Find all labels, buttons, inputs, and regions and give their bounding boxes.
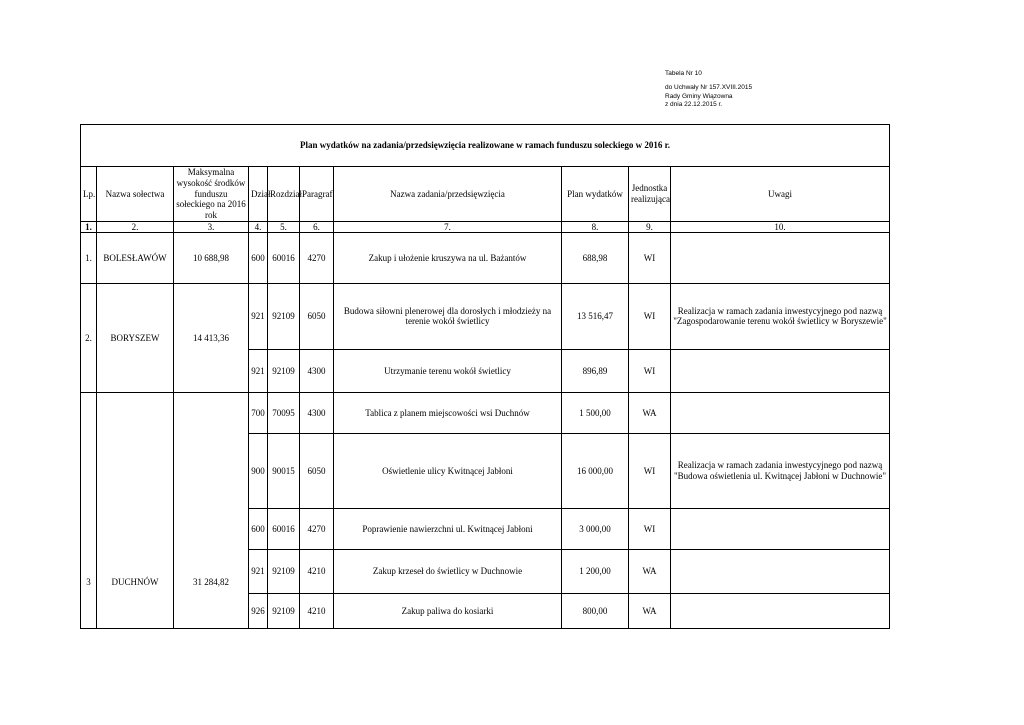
header-max-amount: Maksymalna wysokość środków funduszu sołeckiego na 2016 rok <box>174 167 249 222</box>
resolution-number: do Uchwały Nr 157.XVIII.2015 <box>665 83 753 91</box>
column-number: 7. <box>334 221 562 232</box>
row-zadanie: Oświetlenie ulicy Kwitnącej Jabłoni <box>334 433 562 508</box>
row-lp: 3 <box>81 392 97 628</box>
header-zadanie: Nazwa zadania/przedsięwzięcia <box>334 167 562 222</box>
row-max-amount: 14 413,36 <box>174 283 249 392</box>
row-paragraf: 4210 <box>300 549 334 593</box>
expenditure-plan-table <box>80 124 890 629</box>
row-dzial: 600 <box>249 232 268 283</box>
row-dzial: 900 <box>249 433 268 508</box>
row-paragraf: 4300 <box>300 392 334 433</box>
row-jednostka: WI <box>629 283 671 349</box>
table-number: Tabela Nr 10 <box>665 70 702 77</box>
row-dzial: 921 <box>249 549 268 593</box>
row-lp: 1. <box>81 232 97 283</box>
header-jednostka: Jednostka realizująca <box>629 167 671 222</box>
row-zadanie: Zakup krzeseł do świetlicy w Duchnowie <box>334 549 562 593</box>
row-rozdzial: 60016 <box>268 232 300 283</box>
column-number-row <box>81 221 890 232</box>
row-uwagi: Realizacja w ramach zadania inwestycyjnego pod nazwą "Budowa oświetlenia ul. Kwitnącej Jabłoni w Duchnowie" <box>671 433 890 508</box>
column-number: 8. <box>562 221 629 232</box>
column-number: 5. <box>268 221 300 232</box>
row-dzial: 921 <box>249 283 268 349</box>
row-max-amount: 10 688,98 <box>174 232 249 283</box>
row-uwagi <box>671 593 890 628</box>
row-zadanie: Utrzymanie terenu wokół świetlicy <box>334 349 562 392</box>
column-number: 1. <box>81 221 97 232</box>
header-dzial: Dział <box>249 167 268 222</box>
row-rozdzial: 92109 <box>268 593 300 628</box>
row-uwagi <box>671 549 890 593</box>
row-plan: 13 516,47 <box>562 283 629 349</box>
row-zadanie: Budowa siłowni plenerowej dla dorosłych i młodzieży na terenie wokół świetlicy <box>334 283 562 349</box>
table-row <box>81 232 890 283</box>
row-rozdzial: 92109 <box>268 549 300 593</box>
row-jednostka: WA <box>629 392 671 433</box>
row-rozdzial: 92109 <box>268 349 300 392</box>
row-uwagi <box>671 232 890 283</box>
row-plan: 1 200,00 <box>562 549 629 593</box>
row-uwagi <box>671 392 890 433</box>
row-jednostka: WA <box>629 593 671 628</box>
row-uwagi <box>671 508 890 549</box>
row-jednostka: WI <box>629 232 671 283</box>
row-dzial: 600 <box>249 508 268 549</box>
row-zadanie: Zakup i ułożenie kruszywa na ul. Bażantów <box>334 232 562 283</box>
row-max-amount: 31 284,82 <box>174 392 249 628</box>
row-rozdzial: 92109 <box>268 283 300 349</box>
row-plan: 16 000,00 <box>562 433 629 508</box>
row-jednostka: WI <box>629 433 671 508</box>
header-paragraf: Paragraf <box>300 167 334 222</box>
row-zadanie: Zakup paliwa do kosiarki <box>334 593 562 628</box>
row-uwagi <box>671 349 890 392</box>
document-title: Plan wydatków na zadania/przedsięwzięcia realizowane w ramach funduszu soleckiego w 2016 r. <box>81 125 890 167</box>
row-paragraf: 4300 <box>300 349 334 392</box>
row-dzial: 921 <box>249 349 268 392</box>
row-jednostka: WA <box>629 549 671 593</box>
row-paragraf: 4270 <box>300 508 334 549</box>
council-name: Rady Gminy Wiązowna <box>665 92 733 100</box>
row-paragraf: 4210 <box>300 593 334 628</box>
column-number: 3. <box>174 221 249 232</box>
row-solectwo: DUCHNÓW <box>97 392 174 628</box>
row-jednostka: WI <box>629 349 671 392</box>
row-jednostka: WI <box>629 508 671 549</box>
header-rozdzial: Rozdział <box>268 167 300 222</box>
row-rozdzial: 60016 <box>268 508 300 549</box>
row-dzial: 926 <box>249 593 268 628</box>
row-plan: 1 500,00 <box>562 392 629 433</box>
header-solectwo: Nazwa sołectwa <box>97 167 174 222</box>
row-dzial: 700 <box>249 392 268 433</box>
column-number: 9. <box>629 221 671 232</box>
row-zadanie: Tablica z planem miejscowości wsi Duchnów <box>334 392 562 433</box>
row-paragraf: 6050 <box>300 283 334 349</box>
row-paragraf: 4270 <box>300 232 334 283</box>
row-solectwo: BORYSZEW <box>97 283 174 392</box>
row-paragraf: 6050 <box>300 433 334 508</box>
header-plan: Plan wydatków <box>562 167 629 222</box>
resolution-note <box>665 70 752 110</box>
row-rozdzial: 70095 <box>268 392 300 433</box>
row-uwagi: Realizacja w ramach zadania inwestycyjnego pod nazwą "Zagospodarowanie terenu wokół świetlicy w Boryszewie" <box>671 283 890 349</box>
table-row <box>81 283 890 349</box>
row-plan: 688,98 <box>562 232 629 283</box>
column-number: 4. <box>249 221 268 232</box>
row-plan: 896,89 <box>562 349 629 392</box>
row-solectwo: BOLESŁAWÓW <box>97 232 174 283</box>
column-number: 10. <box>671 221 890 232</box>
header-row <box>81 167 890 222</box>
row-plan: 3 000,00 <box>562 508 629 549</box>
header-uwagi: Uwagi <box>671 167 890 222</box>
row-lp: 2. <box>81 283 97 392</box>
row-rozdzial: 90015 <box>268 433 300 508</box>
table-row <box>81 392 890 433</box>
column-number: 2. <box>97 221 174 232</box>
row-plan: 800,00 <box>562 593 629 628</box>
column-number: 6. <box>300 221 334 232</box>
resolution-date: z dnia 22.12.2015 r. <box>665 101 723 109</box>
header-lp: Lp. <box>81 167 97 222</box>
row-zadanie: Poprawienie nawierzchni ul. Kwitnącej Jabłoni <box>334 508 562 549</box>
